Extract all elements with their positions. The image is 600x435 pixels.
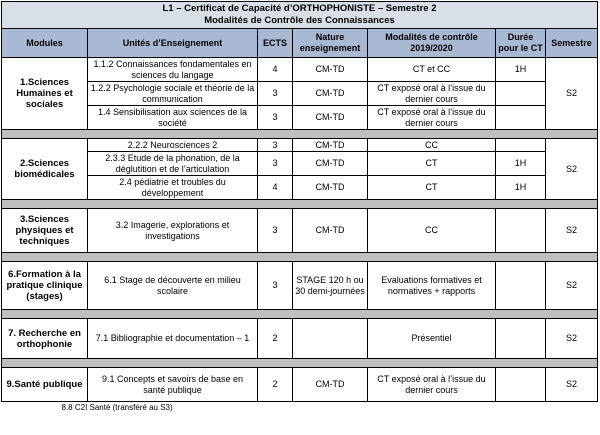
ue-cell: 6.1 Stage de découverte en milieu scolaire xyxy=(88,262,258,310)
nature-cell: STAGE 120 h ou 30 demi-journées xyxy=(293,262,368,310)
ue-cell: 9.1 Concepts et savoirs de base en santé publique xyxy=(88,368,258,402)
table-row xyxy=(2,106,598,130)
ects-cell: 3 xyxy=(258,139,293,152)
ue-cell: 1.2.2 Psychologie sociale et théorie de la communication xyxy=(88,82,258,106)
nature-cell xyxy=(293,319,368,359)
ects-cell: 2 xyxy=(258,319,293,359)
ects-cell: 3 xyxy=(258,106,293,130)
table-row xyxy=(2,176,598,200)
duree-cell: 1H xyxy=(496,152,546,176)
ue-cell: 2.2.2 Neurosciences 2 xyxy=(88,139,258,152)
footnote: 8.8 C2I Santé (transféré au S3) xyxy=(61,403,173,412)
header-modules: Modules xyxy=(2,29,88,58)
table-row xyxy=(2,58,598,82)
table-title xyxy=(2,2,598,29)
ects-cell: 4 xyxy=(258,58,293,82)
header-semestre: Semestre xyxy=(546,29,598,58)
header-ects: ECTS xyxy=(258,29,293,58)
modalites-cell: CT exposé oral à l’issue du dernier cours xyxy=(368,82,496,106)
ue-cell: 1.4 Sensibilisation aux sciences de la société xyxy=(88,106,258,130)
nature-cell: CM-TD xyxy=(293,58,368,82)
header-duree: Durée pour le CT xyxy=(496,29,546,58)
table-row xyxy=(2,368,598,402)
ue-cell: 7.1 Bibliographie et documentation – 1 xyxy=(88,319,258,359)
table-row xyxy=(2,139,598,152)
modalites-cell: CC xyxy=(368,139,496,152)
separator-row xyxy=(2,130,598,139)
nature-cell: CM-TD xyxy=(293,209,368,253)
module-name: 9.Santé publique xyxy=(2,368,88,402)
modalites-cell: Présentiel xyxy=(368,319,496,359)
nature-cell: CM-TD xyxy=(293,82,368,106)
header-row xyxy=(2,29,598,58)
module-name: 7. Recherche en orthophonie xyxy=(2,319,88,359)
table-row xyxy=(2,82,598,106)
duree-cell xyxy=(496,368,546,402)
modalites-cell: CT exposé oral à l’issue du dernier cours xyxy=(368,368,496,402)
semestre-cell: S2 xyxy=(546,209,598,253)
duree-cell: 1H xyxy=(496,176,546,200)
modalites-cell: CC xyxy=(368,209,496,253)
ue-cell: 3.2 Imagerie, explorations et investigations xyxy=(88,209,258,253)
separator-row xyxy=(2,359,598,368)
module-name: 3.Sciences physiques et techniques xyxy=(2,209,88,253)
mcc-table xyxy=(1,1,598,413)
module-name: 6.Formation à la pratique clinique (stages) xyxy=(2,262,88,310)
title-row xyxy=(2,2,598,29)
separator-row xyxy=(2,253,598,262)
duree-cell xyxy=(496,139,546,152)
table-row xyxy=(2,262,598,310)
ects-cell: 3 xyxy=(258,82,293,106)
ects-cell: 3 xyxy=(258,262,293,310)
nature-cell: CM-TD xyxy=(293,368,368,402)
nature-cell: CM-TD xyxy=(293,152,368,176)
duree-cell xyxy=(496,319,546,359)
ue-cell: 2.4 pédiatrie et troubles du développement xyxy=(88,176,258,200)
modalites-cell: Evaluations formatives et normatives + rapports xyxy=(368,262,496,310)
duree-cell xyxy=(496,209,546,253)
separator-row xyxy=(2,200,598,209)
ects-cell: 3 xyxy=(258,209,293,253)
ects-cell: 2 xyxy=(258,368,293,402)
module-name: 2.Sciences biomédicales xyxy=(2,139,88,200)
table-row xyxy=(2,209,598,253)
semestre-cell: S2 xyxy=(546,58,598,130)
footnote-row xyxy=(2,402,598,414)
header-ue: Unités d’Enseignement xyxy=(88,29,258,58)
nature-cell: CM-TD xyxy=(293,176,368,200)
semestre-cell: S2 xyxy=(546,368,598,402)
ue-cell: 1.1.2 Connaissances fondamentales en sciences du langage xyxy=(88,58,258,82)
duree-cell xyxy=(496,106,546,130)
title-line1: L1 – Certificat de Capacité d’ORTHOPHONISTE – Semestre 2 xyxy=(162,3,437,14)
modalites-cell: CT xyxy=(368,152,496,176)
ue-cell: 2.3.3 Etude de la phonation, de la déglutition et de l’articulation xyxy=(88,152,258,176)
nature-cell: CM-TD xyxy=(293,139,368,152)
modalites-cell: CT xyxy=(368,176,496,200)
module-name: 1.Sciences Humaines et sociales xyxy=(2,58,88,130)
semestre-cell: S2 xyxy=(546,319,598,359)
header-nature: Nature enseignement xyxy=(293,29,368,58)
modalites-cell: CT exposé oral à l’issue du dernier cours xyxy=(368,106,496,130)
duree-cell: 1H xyxy=(496,58,546,82)
modalites-cell: CT et CC xyxy=(368,58,496,82)
semestre-cell: S2 xyxy=(546,262,598,310)
table-row xyxy=(2,319,598,359)
ects-cell: 4 xyxy=(258,176,293,200)
title-line2: Modalités de Contrôle des Connaissances xyxy=(204,15,395,26)
table-row xyxy=(2,152,598,176)
semestre-cell: S2 xyxy=(546,139,598,200)
nature-cell: CM-TD xyxy=(293,106,368,130)
duree-cell xyxy=(496,82,546,106)
header-modalites: Modalités de contrôle 2019/2020 xyxy=(368,29,496,58)
ects-cell: 3 xyxy=(258,152,293,176)
duree-cell xyxy=(496,262,546,310)
separator-row xyxy=(2,310,598,319)
